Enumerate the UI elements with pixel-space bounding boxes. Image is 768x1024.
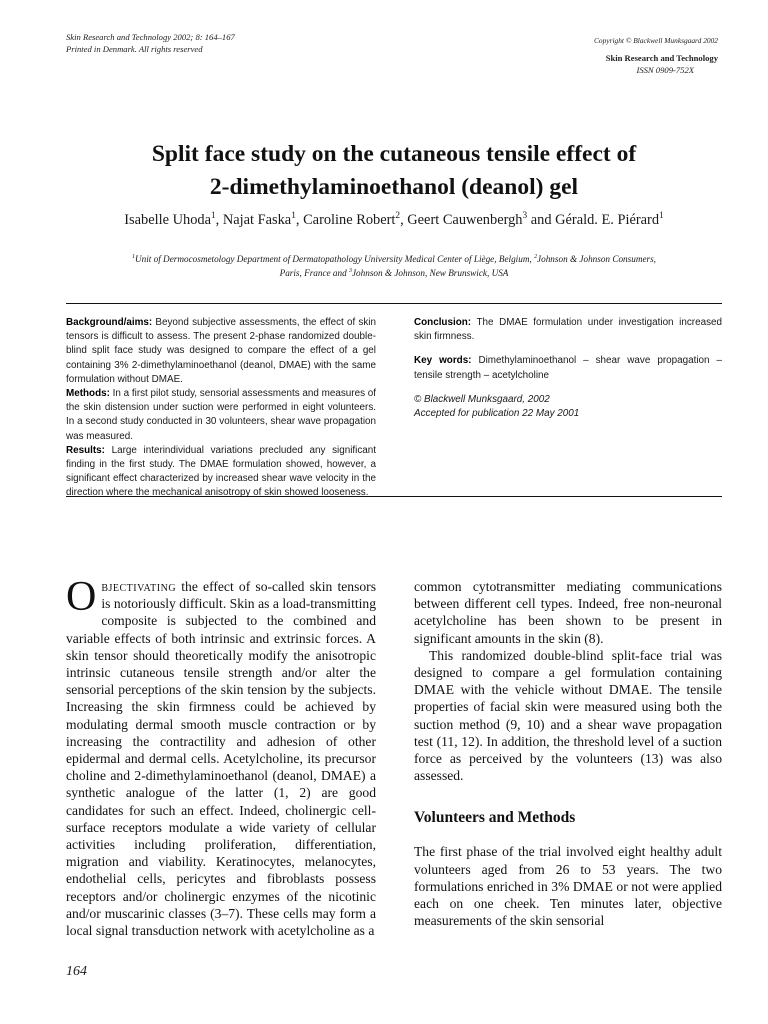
abstract-results (66, 444, 376, 501)
affiliations (66, 252, 722, 280)
section-heading: Volunteers and Methods (414, 809, 576, 827)
author-separator: and (527, 212, 556, 228)
paper-title (66, 138, 722, 204)
body-left-column (66, 574, 376, 939)
intro-paragraph-continued: common cytotransmitter mediating communications between different cell types. Indeed, free non-neuronal acetylcholine has been shown to be present in significant amounts in the skin (8). (414, 579, 722, 646)
conclusion-label: Conclusion: (414, 317, 472, 328)
author-separator: , (295, 212, 304, 228)
author-affil-mark: 3 (522, 211, 528, 222)
affil-mark: 3 (349, 267, 352, 274)
background-text: Beyond subjective assessments, the effect of skin tensors is difficult to assess. The present 2-phase randomized double-blind split face study was designed to compare the effect of a gel containing 3% 2-dimethylaminoethanol (deanol, DMAE) with the same formulation without DMAE. (66, 317, 376, 385)
abstract-right-column (414, 316, 722, 421)
author-affil-mark: 1 (291, 211, 296, 222)
author-name: Caroline Robert (303, 212, 396, 228)
methods-label: Methods: (66, 388, 110, 400)
journal-header (594, 35, 718, 76)
citation-line: Skin Research and Technology 2002; 8: 164–167 (66, 32, 235, 42)
results-label: Results: (66, 444, 105, 456)
affiliation-text: Johnson & Johnson, New Brunswick, USA (351, 268, 509, 278)
author-name: Geert Cauwenbergh (407, 212, 523, 228)
title-line-2: 2-dimethylaminoethanol (deanol) gel (209, 174, 579, 200)
affiliation-text: Unit of Dermocosmetology Department of Dermatopathology University Medical Center of Liège, Belgium, (134, 254, 535, 264)
publisher-line: © Blackwell Munksgaard, 2002 (414, 393, 550, 405)
abstract-keywords (414, 354, 722, 382)
intro-text: the effect of so-called skin tensors is notoriously difficult. Skin as a load-transmitting composite is subjected to the combined and variable effects of both intrinsic and extrinsic forces. A skin tensor should theoretically modify the anisotropic intrinsic cutaneous tensile strength and/or alter the sensorial perceptions of the skin tension by the subjects. Increasing the skin firmness could be achieved by modulating dermal smooth muscle contraction or by increasing the contractility and adhesion of other epidermal and dermal cells. Acetylcholine, its precursor choline and 2-dimethylaminoethanol (deanol, DMAE) a synthetic analogue of the latter (1, 2) are good candidates for such an effect. Indeed, cholinergic cell-surface receptors modulate a wide variety of cellular activities including proliferation, differentiation, migration and viability. Keratinocytes, melanocytes, endothelial cells, pericytes and fibroblasts possess receptors and/or cholinergic enzymes of the nicotinic and/or muscarinic classes (3–7). These cells may form a local signal transduction network with acetylcholine as a (66, 579, 376, 939)
page-number: 164 (66, 964, 87, 979)
keywords-text: Dimethylaminoethanol – shear wave propagation – tensile strength – acetylcholine (414, 355, 722, 381)
affiliation-text: Paris, France and (279, 268, 349, 278)
author-separator: , (215, 212, 223, 228)
body-paragraph: This randomized double-blind split-face trial was designed to compare a gel formulation containing DMAE with the vehicle without DMAE. The tensile properties of facial skin were measured using both the suction method (9, 10) and a shear wave propagation test (11, 12). In addition, the threshold level of a suction force as perceived by the volunteers (13) was also assessed. (414, 647, 722, 784)
title-line-1: Split face study on the cutaneous tensile effect of (151, 141, 637, 167)
accepted-line: Accepted for publication 22 May 2001 (414, 408, 580, 420)
affil-mark: 1 (132, 253, 135, 260)
methods-text: In a first pilot study, sensorial assessments and measures of the skin distension under suction were performed in eight volunteers. In a second study conducted in 30 volunteers, shear wave propagation was measured. (66, 388, 376, 442)
conclusion-text: The DMAE formulation under investigation increased skin firmness. (414, 317, 722, 343)
affiliation-line-1 (66, 252, 722, 266)
abstract-background (66, 316, 376, 387)
intro-paragraph (66, 574, 376, 939)
author-name: Najat Faska (222, 212, 292, 228)
keywords-label: Key words: (414, 355, 472, 367)
author-affil-mark: 1 (210, 211, 216, 222)
copyright-line: Copyright © Blackwell Munksgaard 2002 (594, 36, 718, 45)
author-affil-mark: 2 (395, 211, 401, 222)
affiliation-text: Johnson & Johnson Consumers, (537, 254, 656, 264)
affiliation-line-2 (66, 266, 722, 280)
affil-mark: 2 (534, 253, 538, 260)
journal-name: Skin Research and Technology (605, 53, 718, 63)
citation-header (66, 31, 235, 55)
author-list (66, 210, 722, 230)
background-label: Background/aims: (66, 317, 153, 328)
author-name: Isabelle Uhoda (124, 212, 211, 228)
results-text: Large interindividual variations precluded any significant finding in the first study. The DMAE formulation showed, however, a significant effect characterized by increased shear wave velocity in the direction where the mechanical anisotropy of skin showed looseness. (66, 444, 376, 499)
printed-line: Printed in Denmark. All rights reserved (66, 44, 203, 54)
abstract-left-column (66, 316, 376, 501)
lead-smallcaps: bjectivating (101, 579, 177, 594)
drop-cap: O (66, 574, 97, 620)
author-name: Gérald. E. Piérard (555, 212, 660, 228)
issn: ISSN 0909-752X (636, 65, 694, 75)
abstract-top-rule (66, 303, 722, 304)
body-right-column (414, 578, 722, 929)
author-affil-mark: 1 (659, 211, 664, 222)
body-paragraph: The first phase of the trial involved eight healthy adult volunteers aged from 26 to 53 years. The two formulations enriched in 3% DMAE or not were applied each on one cheek. Ten minutes later, objective measurements of the skin sensorial (414, 844, 722, 929)
abstract-conclusion (414, 316, 722, 344)
author-separator: , (400, 212, 408, 228)
abstract-methods (66, 387, 376, 444)
